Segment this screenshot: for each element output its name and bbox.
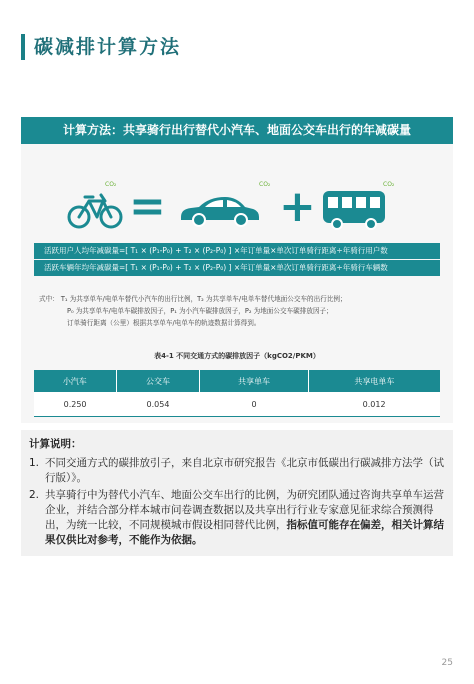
emission-factor-table: [34, 370, 440, 417]
co2-label-bike: CO₂: [105, 181, 117, 188]
table-cell: 0.054: [116, 392, 200, 417]
table-cell: 0: [200, 392, 308, 417]
table-row: [34, 392, 440, 417]
formula-vehicle: 活跃车辆年均年减碳量=[ T₁ × (P₁-P₀) + T₂ × (P₂-P₀) ] ×年订单量×单次订单骑行距离÷年骑行车辆数: [34, 260, 440, 276]
table-header-cell: 小汽车: [34, 370, 116, 392]
car-icon: [179, 193, 261, 227]
table-cell: 0.012: [308, 392, 440, 417]
calc-item-1: [29, 456, 445, 486]
table-header-cell: 共享电单车: [308, 370, 440, 392]
method-panel: [21, 117, 453, 423]
calc-item-number: 1.: [29, 457, 40, 469]
calc-title: 计算说明：: [29, 438, 82, 450]
notes-line: T₁ 为共享单车/电单车替代小汽车的出行比例，T₂ 为共享单车/电单车替代地面公交车的出行比例；: [60, 295, 347, 303]
formula-notes: [39, 293, 439, 329]
notes-prefix: 式中：: [39, 295, 59, 303]
notes-line: P₀ 为共享单车/电单车碳排放因子，P₁ 为小汽车碳排放因子，P₂ 为地面公交车碳排放因子；: [67, 307, 333, 315]
bicycle-icon: [67, 187, 125, 231]
table-header-cell: 共享单车: [200, 370, 308, 392]
table-caption: 表4-1 不同交通方式的碳排放因子（kgCO2/PKM）: [154, 352, 320, 360]
header-accent-bar: [21, 34, 25, 60]
calc-item-text: 共享骑行中为替代小汽车、地面公交车出行的比例，为研究团队通过咨询共享单车运营企业，并结合部分样本城市问卷调查数据以及共享出行行业专家意见征求综合预测得出，为统一比较，不同规模城市假设相同替代比例，: [45, 489, 444, 531]
calc-item-2: [29, 488, 445, 548]
table-cell: 0.250: [34, 392, 116, 417]
notes-line: 订单骑行距离（公里）根据共享单车/电单车的轨迹数据计算得到。: [67, 319, 261, 327]
formula-user: 活跃用户人均年减碳量=[ T₁ × (P₁-P₀) + T₂ × (P₂-P₀) ] ×年订单量×单次订单骑行距离÷年骑行用户数: [34, 243, 440, 259]
calc-item-emphasis: 指标值可能存在偏差，相关计算结果仅供比对参考，不能作为依据。: [45, 519, 444, 546]
co2-label-bus: CO₂: [383, 181, 395, 188]
table-header-cell: 公交车: [116, 370, 200, 392]
page-number: 25: [441, 658, 453, 668]
calc-item-text: 不同交通方式的碳排放引子，来自北京市研究报告《北京市低碳出行碳减排方法学（试行版）》。: [45, 457, 444, 484]
table-header-row: [34, 370, 440, 392]
equals-sign: =: [129, 181, 166, 232]
calculation-notes-box: [21, 430, 453, 556]
panel-title: 计算方法：共享骑行出行替代小汽车、地面公交车出行的年减碳量: [21, 117, 453, 144]
plus-sign: +: [279, 181, 316, 232]
calc-item-number: 2.: [29, 489, 40, 501]
co2-label-car: CO₂: [259, 181, 271, 188]
page-title: 碳减排计算方法: [34, 36, 182, 58]
bus-icon: [321, 189, 387, 231]
equation-icon-row: [21, 179, 453, 239]
